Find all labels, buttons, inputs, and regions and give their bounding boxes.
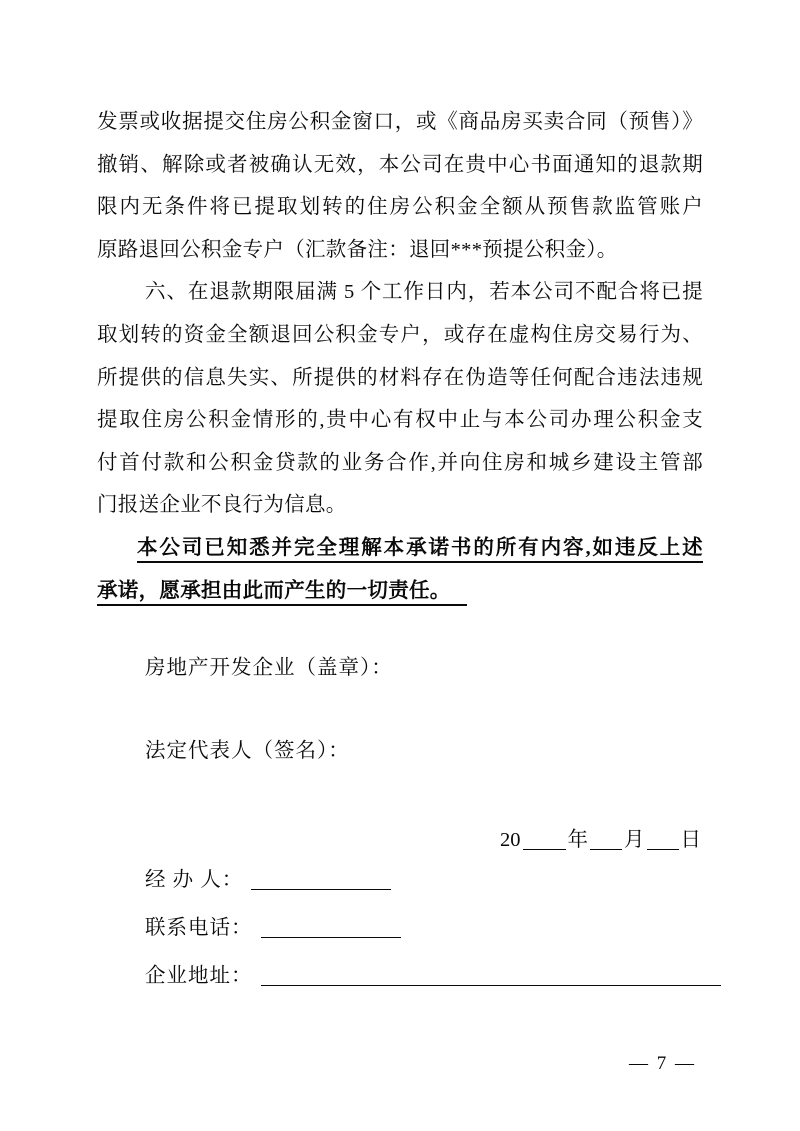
body-line: 取划转的资金全额退回公积金专户，或存在虚构住房交易行为、 bbox=[97, 323, 703, 346]
commitment-statement bbox=[97, 527, 703, 612]
phone-label: 联系电话： bbox=[145, 917, 253, 939]
underlined-text: 承诺，愿承担由此而产生的一切责任。 bbox=[97, 580, 467, 606]
page-number: — 7 — bbox=[629, 1053, 696, 1074]
operator-label: 经 办 人： bbox=[145, 869, 244, 891]
underlined-text: 本公司已知悉并完全理解本承诺书的所有内容,如违反上述 bbox=[137, 537, 703, 563]
phone-row bbox=[145, 915, 401, 941]
phone-fill-blank bbox=[261, 918, 401, 939]
year-label: 年 bbox=[567, 829, 588, 851]
operator-row bbox=[145, 867, 391, 893]
paragraph-continuation bbox=[97, 101, 703, 271]
address-row bbox=[145, 963, 721, 989]
body-line: 发票或收据提交住房公积金窗口，或《商品房买卖合同（预售）》 bbox=[97, 111, 703, 133]
day-label: 日 bbox=[680, 829, 701, 851]
address-fill-blank bbox=[261, 966, 721, 987]
commitment-line bbox=[97, 527, 703, 570]
body-line: 原路退回公积金专户（汇款备注：退回***预提公积金）。 bbox=[97, 238, 618, 261]
date-line bbox=[97, 827, 703, 853]
day-fill-blank bbox=[647, 830, 679, 851]
operator-fill-blank bbox=[251, 870, 391, 891]
address-label: 企业地址： bbox=[145, 965, 253, 987]
body-line: 限内无条件将已提取划转的住房公积金全额从预售款监管账户 bbox=[97, 196, 703, 219]
legal-representative-label: 法定代表人（签名）： bbox=[145, 740, 350, 762]
company-seal-label: 房地产开发企业（盖章）： bbox=[145, 657, 393, 679]
document-body bbox=[97, 101, 703, 612]
body-line: 门报送企业不良行为信息。 bbox=[97, 494, 347, 517]
body-line: 提取住房公积金情形的,贵中心有权中止与本公司办理公积金支 bbox=[97, 409, 703, 432]
body-line: 付首付款和公积金贷款的业务合作,并向住房和城乡建设主管部 bbox=[97, 451, 703, 474]
body-line: 所提供的信息失实、所提供的材料存在伪造等任何配合违法违规 bbox=[97, 366, 703, 389]
date-prefix: 20 bbox=[500, 829, 521, 851]
body-line: 六、在退款期限届满 5 个工作日内，若本公司不配合将已提 bbox=[145, 281, 703, 304]
month-label: 月 bbox=[624, 829, 645, 851]
paragraph-clause-six bbox=[97, 271, 703, 527]
month-fill-blank bbox=[590, 830, 622, 851]
body-line: 撤销、解除或者被确认无效，本公司在贵中心书面通知的退款期 bbox=[97, 153, 703, 176]
commitment-line bbox=[97, 570, 703, 613]
year-fill-blank bbox=[523, 830, 566, 851]
